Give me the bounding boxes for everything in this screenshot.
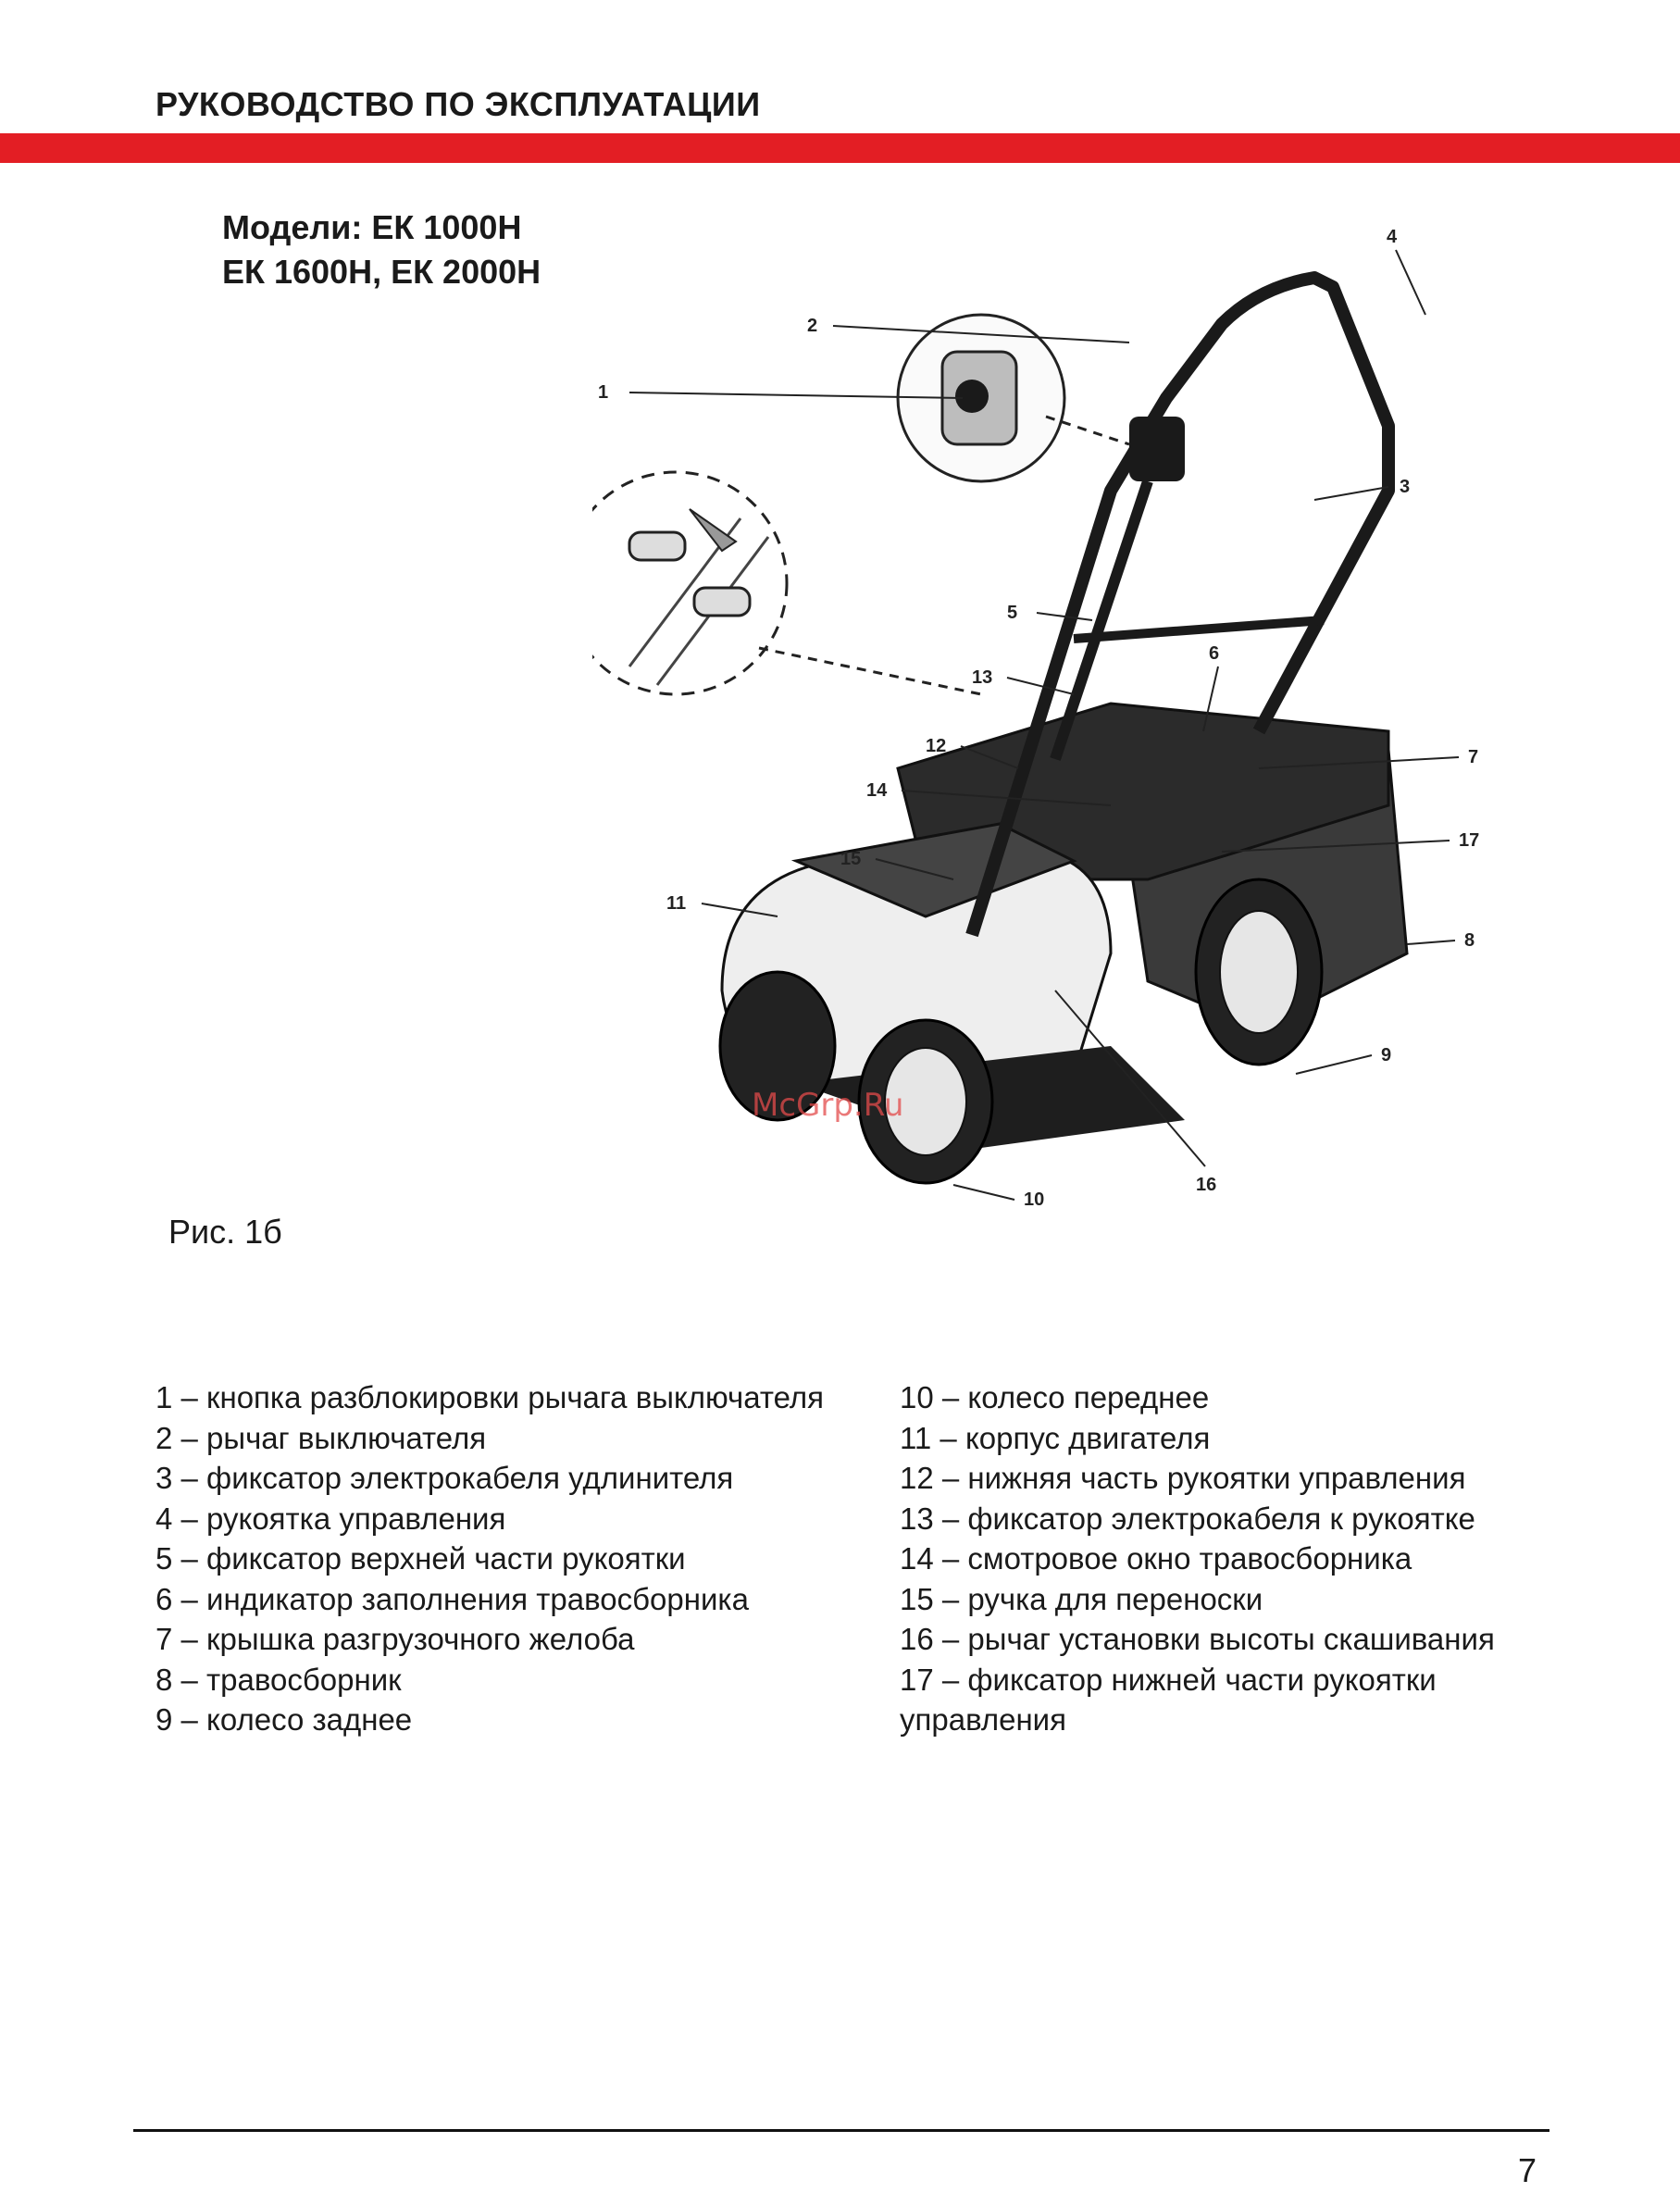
page-header-title: РУКОВОДСТВО ПО ЭКСПЛУАТАЦИИ (156, 85, 761, 123)
callout-3: 3 (1400, 477, 1411, 497)
header-red-band (0, 133, 1680, 163)
legend-item: 1 – кнопка разблокировки рычага выключателя (156, 1380, 824, 1414)
legend-item: 17 – фиксатор нижней части рукоятки управления (900, 1662, 1437, 1737)
footer-divider (133, 2129, 1549, 2132)
legend-item: 7 – крышка разгрузочного желоба (156, 1622, 635, 1656)
legend-item: 14 – смотровое окно травосборника (900, 1541, 1412, 1576)
callout-1-inset: 1 (598, 382, 609, 403)
figure-caption: Рис. 1б (168, 1213, 282, 1251)
unlock-button-inset (955, 380, 989, 413)
callout-6: 6 (1209, 643, 1220, 664)
callout-14: 14 (866, 780, 888, 801)
legend-item: 2 – рычаг выключателя (156, 1420, 487, 1455)
cable-clip-inset-leader (759, 648, 981, 694)
switch-box (1129, 417, 1185, 481)
legend-item: 6 – индикатор заполнения травосборника (156, 1581, 749, 1616)
callout-15: 15 (840, 849, 862, 869)
callout-16: 16 (1196, 1175, 1217, 1195)
callout-5: 5 (1007, 603, 1018, 623)
legend-item: 9 – колесо заднее (156, 1702, 413, 1737)
legend-item: 11 – корпус двигателя (900, 1420, 1211, 1455)
callout-12: 12 (926, 736, 947, 756)
callout-4: 4 (1387, 227, 1398, 247)
callout-11: 11 (666, 893, 687, 914)
legend-item: 10 – колесо переднее (900, 1380, 1210, 1414)
callout-17: 17 (1459, 830, 1480, 851)
watermark-text: McGrp.Ru (752, 1087, 904, 1124)
callout-2: 2 (807, 316, 818, 336)
models-title (222, 206, 541, 294)
cable-clip-inset-part-2 (694, 588, 750, 616)
lawnmower-illustration (592, 213, 1629, 1250)
legend-item: 8 – травосборник (156, 1662, 402, 1697)
models-line-2: ЕК 1600Н, ЕК 2000Н (222, 253, 541, 291)
legend-item: 13 – фиксатор электрокабеля к рукоятке (900, 1501, 1475, 1536)
legend-item: 16 – рычаг установки высоты скашивания (900, 1622, 1495, 1656)
cable-clip-inset-part (629, 532, 685, 560)
cable-clip-inset-circle (592, 472, 787, 694)
legend-item: 5 – фиксатор верхней части рукоятки (156, 1541, 686, 1576)
callout-7: 7 (1468, 747, 1479, 767)
lawnmower-figure (592, 213, 1629, 1250)
legend-right-column (900, 1377, 1529, 1740)
page-number: 7 (1518, 2151, 1537, 2189)
callout-10: 10 (1024, 1190, 1045, 1210)
legend-item: 4 – рукоятка управления (156, 1501, 506, 1536)
callout-8: 8 (1464, 930, 1475, 951)
models-line-1: Модели: ЕК 1000Н (222, 208, 522, 246)
handle-crossbar (1074, 620, 1324, 639)
legend-item: 3 – фиксатор электрокабеля удлинителя (156, 1461, 734, 1495)
rear-wheel-hub (1220, 911, 1298, 1033)
callout-13: 13 (972, 667, 993, 688)
legend-item: 12 – нижняя часть рукоятки управления (900, 1461, 1466, 1495)
legend-item: 15 – ручка для переноски (900, 1581, 1263, 1616)
callout-9: 9 (1381, 1045, 1392, 1065)
legend-left-column (156, 1377, 824, 1740)
